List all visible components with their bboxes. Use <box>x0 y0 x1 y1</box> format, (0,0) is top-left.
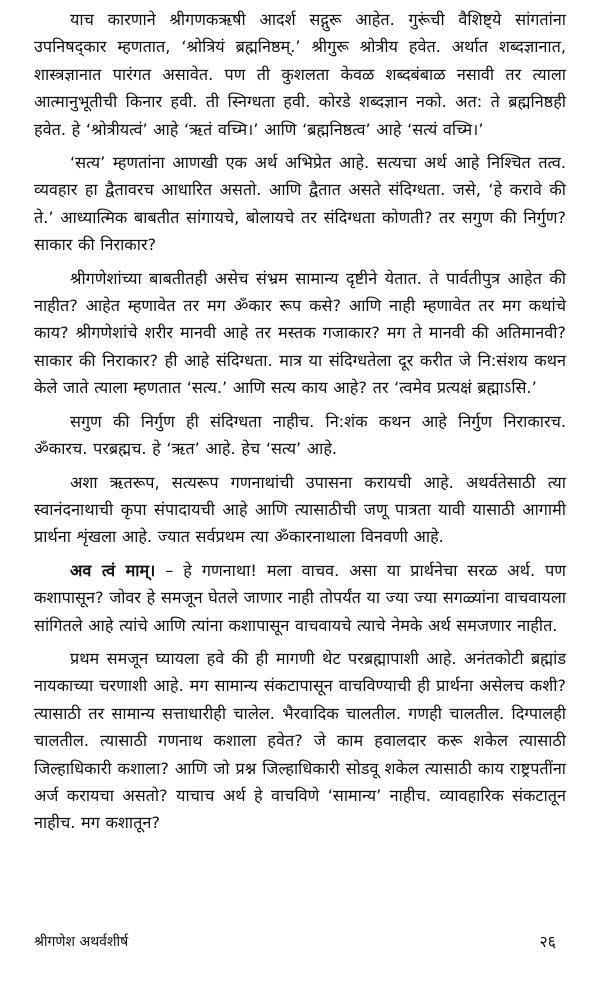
page-footer <box>34 932 556 952</box>
paragraph-2 <box>34 149 566 259</box>
paragraph-text: ‘सत्य’ म्हणतांना आणखी एक अर्थ अभिप्रेत आहे. सत्यचा अर्थ आहे निश्चित तत्व. व्यवहार हा द्वैतावरच आधारित असतो. आणि द्वैतात असते संदिग्धता. जसे, ‘हे करावे की ते.’ आध्यात्मिक बाबतीत सांगायचे, बोलायचे तर संदिग्धता कोणती? तर सगुण की निर्गुण? साकार की निराकार? <box>34 153 566 255</box>
paragraph-text: श्रीगणेशांच्या बाबतीतही असेच संभ्रम सामान्य दृष्टीने येतात. ते पार्वतीपुत्र आहेत की नाहीत? आहेत म्हणावेत तर मग ॐकार रूप कसे? आणि नाही म्हणावेत तर मग कथांचे काय? श्रीगणेशांचे शरीर मानवी आहे तर मस्तक गजाकार? मग ते मानवी की अतिमानवी? साकार की निराकार? ही आहे संदिग्धता. मात्र या संदिग्धतेला दूर करीत जे नि:संशय कथन केले जाते त्याला म्हणतात ‘सत्य.’ आणि सत्य काय आहे? तर ‘त्वमेव प्रत्यक्षं ब्रह्माऽसि.’ <box>34 268 566 398</box>
paragraph-6 <box>34 557 566 639</box>
paragraph-lead-sanskrit: अव त्वं माम्। <box>70 560 156 580</box>
book-title: श्रीगणेश अथर्वशीर्ष <box>34 934 129 950</box>
paragraph-text: सगुण की निर्गुण ही संदिग्धता नाहीच. नि:शंक कथन आहे निर्गुण निराकारच. ॐकारच. परब्रह्मच. हे ‘ऋत’ आहे. हेच ‘सत्य’ आहे. <box>34 411 566 459</box>
paragraph-text: अशा ऋतरूप, सत्यरूप गणनाथांची उपासना करायची आहे. अथर्वतेसाठी त्या स्वानंदनाथाची कृपा संपादायची आहे आणि त्यासाठीची जणू पात्रता यावी यासाठी आगामी प्रार्थना शृंखला आहे. ज्यात सर्वप्रथम त्या ॐकारनाथाला विनवणी आहे. <box>34 472 566 547</box>
paragraph-7 <box>34 645 566 837</box>
paragraph-text: – हे गणनाथा! मला वाचव. असा या प्रार्थनेचा सरळ अर्थ. पण कशापासून? जोवर हे समजून घेतले जाणार नाही तोपर्यंत या ज्या ज्या सगळ्यांना वाचवायला सांगितले आहे त्यांचे आणि त्यांना कशापासून वाचवायचे त्याचे नेमके अर्थ समजणार नाहीत. <box>34 560 566 635</box>
paragraph-text: प्रथम समजून घ्यायला हवे की ही मागणी थेट परब्रह्मापाशी आहे. अनंतकोटी ब्रह्मांड नायकाच्या चरणाशी आहे. मग सामान्य संकटापासून वाचविण्याची ही प्रार्थना असेलच कशी? त्यासाठी तर सामान्य सत्ताधारीही चालेल. भैरवादिक चालतील. गणही चालतील. दिग्पालही चालतील. त्यासाठी गणनाथ कशाला हवेत? जे काम हवालदार करू शकेल त्यासाठी जिल्हाधिकारी कशाला? आणि जो प्रश्न जिल्हाधिकारी सोडवू शकेल त्यासाठी काय राष्ट्रपतींना अर्ज करायचा असतो? याचाच अर्थ हे वाचविणे ‘सामान्य’ नाहीच. व्यावहारिक संकटातून नाहीच. मग कशातून? <box>34 648 566 833</box>
paragraph-4 <box>34 408 566 463</box>
paragraph-5 <box>34 469 566 551</box>
paragraph-text: याच कारणाने श्रीगणकऋषी आदर्श सद्गुरू आहेत. गुरूंची वैशिष्ट्ये सांगतांना उपनिषद्कार म्हणतात, ‘श्रोत्रियं ब्रह्मनिष्ठम्.’ श्रीगुरू श्रोत्रीय हवेत. अर्थात शब्दज्ञानात, शास्त्रज्ञानात पारंगत असावेत. पण ती कुशलता केवळ शब्दबंबाळ नसावी तर त्याला आत्मानुभूतीची किनार हवी. ती स्निग्धता हवी. कोरडे शब्दज्ञान नको. अत: ते ब्रह्मनिष्ठही हवेत. हे ‘श्रोत्रीयत्वं’ आहे ‘ऋतं वच्मि।’ आणि ‘ब्रह्मनिष्ठत्व’ आहे ‘सत्यं वच्मि।’ <box>34 10 566 139</box>
paragraph-3 <box>34 265 566 402</box>
body-text <box>34 6 566 837</box>
page-number: २६ <box>539 932 556 951</box>
paragraph-1 <box>34 6 566 143</box>
